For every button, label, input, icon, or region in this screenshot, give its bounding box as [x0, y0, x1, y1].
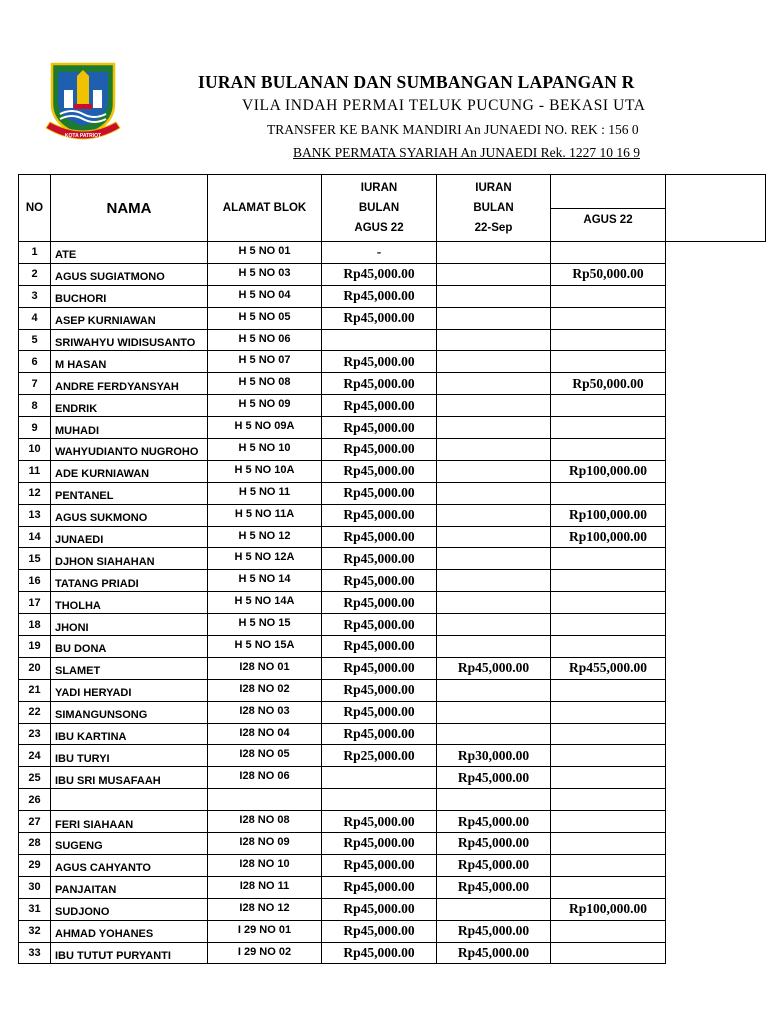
table-row [19, 942, 766, 964]
row-name: IBU KARTINA [51, 723, 208, 745]
row-number: 5 [19, 329, 51, 351]
row-iuran-agus: Rp45,000.00 [322, 526, 437, 548]
row-block: H 5 NO 12A [208, 548, 322, 570]
row-name: SUDJONO [51, 898, 208, 920]
row-iuran-agus: Rp45,000.00 [322, 942, 437, 964]
row-sumbangan [551, 876, 666, 898]
table-row [19, 482, 766, 504]
row-iuran-agus: Rp45,000.00 [322, 263, 437, 285]
row-number: 11 [19, 460, 51, 482]
row-number: 30 [19, 876, 51, 898]
document-title: IURAN BULANAN DAN SUMBANGAN LAPANGAN R [198, 72, 635, 92]
row-block: I28 NO 09 [208, 833, 322, 855]
row-iuran-sep: Rp45,000.00 [437, 657, 551, 679]
offscreen-cell [666, 307, 766, 329]
row-sumbangan [551, 789, 666, 811]
offscreen-cell [666, 854, 766, 876]
row-name: IBU TUTUT PURYANTI [51, 942, 208, 964]
table-row [19, 307, 766, 329]
row-iuran-sep [437, 548, 551, 570]
row-iuran-agus: Rp45,000.00 [322, 417, 437, 439]
row-block: I28 NO 11 [208, 876, 322, 898]
row-block: I28 NO 06 [208, 767, 322, 789]
row-block: I28 NO 10 [208, 854, 322, 876]
offscreen-cell [666, 395, 766, 417]
table-row [19, 242, 766, 264]
offscreen-cell [666, 482, 766, 504]
row-iuran-agus: Rp45,000.00 [322, 373, 437, 395]
row-sumbangan [551, 351, 666, 373]
row-name: ATE [51, 242, 208, 264]
row-iuran-agus: Rp45,000.00 [322, 439, 437, 461]
row-iuran-sep: Rp45,000.00 [437, 811, 551, 833]
row-sumbangan [551, 767, 666, 789]
row-sumbangan [551, 723, 666, 745]
row-sumbangan [551, 592, 666, 614]
row-sumbangan: Rp50,000.00 [551, 373, 666, 395]
row-iuran-sep [437, 570, 551, 592]
col-iuran-agus [322, 175, 437, 242]
row-block: H 5 NO 09A [208, 417, 322, 439]
row-block: I28 NO 05 [208, 745, 322, 767]
row-iuran-agus: Rp45,000.00 [322, 395, 437, 417]
col-iuran-sep [437, 175, 551, 242]
header-line: AGUS 22 [583, 213, 633, 226]
row-name: SUGENG [51, 833, 208, 855]
row-iuran-agus: Rp45,000.00 [322, 876, 437, 898]
row-sumbangan [551, 942, 666, 964]
row-iuran-sep [437, 636, 551, 658]
row-number: 29 [19, 854, 51, 876]
row-number: 23 [19, 723, 51, 745]
row-name: AGUS SUKMONO [51, 504, 208, 526]
row-iuran-sep [437, 679, 551, 701]
row-block: I28 NO 12 [208, 898, 322, 920]
header-line: BULAN [358, 202, 400, 214]
table-row [19, 504, 766, 526]
row-name: PENTANEL [51, 482, 208, 504]
row-iuran-agus: Rp45,000.00 [322, 898, 437, 920]
row-block: H 5 NO 15A [208, 636, 322, 658]
offscreen-cell [666, 242, 766, 264]
table-row [19, 614, 766, 636]
row-iuran-agus: Rp45,000.00 [322, 614, 437, 636]
row-name: AGUS SUGIATMONO [51, 263, 208, 285]
table-row [19, 263, 766, 285]
header-line: AGUS 22 [354, 222, 404, 234]
row-name: SLAMET [51, 657, 208, 679]
row-number: 13 [19, 504, 51, 526]
row-block: I 29 NO 02 [208, 942, 322, 964]
offscreen-column [666, 175, 766, 242]
row-iuran-sep [437, 898, 551, 920]
offscreen-cell [666, 657, 766, 679]
row-iuran-sep: Rp30,000.00 [437, 745, 551, 767]
row-number: 31 [19, 898, 51, 920]
offscreen-cell [666, 745, 766, 767]
row-block: I 29 NO 01 [208, 920, 322, 942]
col-sumbangan [551, 175, 666, 242]
row-iuran-sep [437, 439, 551, 461]
offscreen-cell [666, 417, 766, 439]
row-sumbangan [551, 833, 666, 855]
row-name: IBU TURYI [51, 745, 208, 767]
table-row [19, 679, 766, 701]
table-row [19, 833, 766, 855]
row-number: 8 [19, 395, 51, 417]
row-number: 1 [19, 242, 51, 264]
offscreen-cell [666, 614, 766, 636]
offscreen-cell [666, 548, 766, 570]
row-name: AGUS CAHYANTO [51, 854, 208, 876]
row-sumbangan [551, 395, 666, 417]
row-iuran-sep [437, 373, 551, 395]
offscreen-cell [666, 351, 766, 373]
row-name: AHMAD YOHANES [51, 920, 208, 942]
row-name: JUNAEDI [51, 526, 208, 548]
row-number: 33 [19, 942, 51, 964]
row-iuran-agus: Rp45,000.00 [322, 723, 437, 745]
row-block: I28 NO 08 [208, 811, 322, 833]
offscreen-cell [666, 789, 766, 811]
row-name [51, 789, 208, 811]
offscreen-cell [666, 833, 766, 855]
row-iuran-sep [437, 592, 551, 614]
table-row [19, 876, 766, 898]
table-row [19, 548, 766, 570]
table-row [19, 460, 766, 482]
col-alamat: ALAMAT BLOK [208, 175, 322, 242]
row-name: JHONI [51, 614, 208, 636]
row-sumbangan [551, 920, 666, 942]
offscreen-cell [666, 723, 766, 745]
table-row [19, 789, 766, 811]
row-block: H 5 NO 14A [208, 592, 322, 614]
row-iuran-sep [437, 701, 551, 723]
row-iuran-sep [437, 504, 551, 526]
row-iuran-agus: Rp45,000.00 [322, 482, 437, 504]
row-iuran-sep: Rp45,000.00 [437, 833, 551, 855]
row-number: 27 [19, 811, 51, 833]
col-no: NO [19, 175, 51, 242]
offscreen-cell [666, 942, 766, 964]
row-block: I28 NO 01 [208, 657, 322, 679]
row-block [208, 789, 322, 811]
row-iuran-sep [437, 526, 551, 548]
row-name: IBU SRI MUSAFAAH [51, 767, 208, 789]
row-iuran-sep [437, 417, 551, 439]
row-name: FERI SIAHAAN [51, 811, 208, 833]
row-name: M HASAN [51, 351, 208, 373]
row-iuran-agus: Rp45,000.00 [322, 592, 437, 614]
table-row [19, 723, 766, 745]
row-block: H 5 NO 07 [208, 351, 322, 373]
row-number: 16 [19, 570, 51, 592]
transfer-info: TRANSFER KE BANK MANDIRI An JUNAEDI NO. REK : 156 0 [267, 122, 639, 137]
row-name: BU DONA [51, 636, 208, 658]
row-sumbangan [551, 329, 666, 351]
table-row [19, 898, 766, 920]
row-number: 22 [19, 701, 51, 723]
row-number: 14 [19, 526, 51, 548]
row-block: H 5 NO 01 [208, 242, 322, 264]
row-block: H 5 NO 10 [208, 439, 322, 461]
table-row [19, 570, 766, 592]
offscreen-cell [666, 460, 766, 482]
row-iuran-agus: Rp45,000.00 [322, 811, 437, 833]
row-iuran-sep: Rp45,000.00 [437, 767, 551, 789]
row-iuran-sep [437, 242, 551, 264]
row-block: H 5 NO 08 [208, 373, 322, 395]
row-sumbangan [551, 439, 666, 461]
offscreen-cell [666, 898, 766, 920]
offscreen-cell [666, 285, 766, 307]
header-line: IURAN [475, 182, 512, 194]
row-number: 21 [19, 679, 51, 701]
row-iuran-sep: Rp45,000.00 [437, 942, 551, 964]
row-block: H 5 NO 14 [208, 570, 322, 592]
table-row [19, 854, 766, 876]
row-iuran-sep: Rp45,000.00 [437, 920, 551, 942]
row-iuran-sep [437, 329, 551, 351]
row-block: I28 NO 04 [208, 723, 322, 745]
row-number: 19 [19, 636, 51, 658]
row-block: H 5 NO 15 [208, 614, 322, 636]
offscreen-cell [666, 439, 766, 461]
row-name: ANDRE FERDYANSYAH [51, 373, 208, 395]
row-block: H 5 NO 04 [208, 285, 322, 307]
table-row [19, 329, 766, 351]
row-iuran-agus: Rp45,000.00 [322, 504, 437, 526]
offscreen-cell [666, 811, 766, 833]
row-iuran-agus: - [322, 242, 437, 264]
row-name: ENDRIK [51, 395, 208, 417]
row-number: 28 [19, 833, 51, 855]
row-iuran-sep [437, 482, 551, 504]
table-row [19, 592, 766, 614]
table-row [19, 701, 766, 723]
row-iuran-sep [437, 351, 551, 373]
row-name: WAHYUDIANTO NUGROHO [51, 439, 208, 461]
row-sumbangan: Rp100,000.00 [551, 898, 666, 920]
row-iuran-sep [437, 614, 551, 636]
row-sumbangan [551, 482, 666, 504]
row-number: 10 [19, 439, 51, 461]
row-iuran-sep [437, 723, 551, 745]
row-sumbangan: Rp100,000.00 [551, 460, 666, 482]
row-number: 18 [19, 614, 51, 636]
row-iuran-agus: Rp45,000.00 [322, 285, 437, 307]
offscreen-cell [666, 526, 766, 548]
row-iuran-sep: Rp45,000.00 [437, 876, 551, 898]
row-name: ADE KURNIAWAN [51, 460, 208, 482]
row-iuran-agus: Rp25,000.00 [322, 745, 437, 767]
row-sumbangan [551, 307, 666, 329]
header-row [19, 175, 766, 242]
bank-info: BANK PERMATA SYARIAH An JUNAEDI Rek. 1227 10 16 9 [293, 145, 640, 160]
row-iuran-sep [437, 285, 551, 307]
table-row [19, 920, 766, 942]
offscreen-cell [666, 636, 766, 658]
row-iuran-agus: Rp45,000.00 [322, 460, 437, 482]
row-block: H 5 NO 09 [208, 395, 322, 417]
row-number: 6 [19, 351, 51, 373]
row-sumbangan [551, 811, 666, 833]
offscreen-cell [666, 679, 766, 701]
row-sumbangan [551, 745, 666, 767]
spreadsheet [18, 174, 768, 974]
table-row [19, 745, 766, 767]
row-iuran-agus: Rp45,000.00 [322, 548, 437, 570]
table-row [19, 395, 766, 417]
row-sumbangan [551, 854, 666, 876]
row-number: 7 [19, 373, 51, 395]
row-block: H 5 NO 11A [208, 504, 322, 526]
row-name: DJHON SIAHAHAN [51, 548, 208, 570]
row-number: 3 [19, 285, 51, 307]
table-row [19, 657, 766, 679]
row-sumbangan [551, 417, 666, 439]
row-iuran-agus: Rp45,000.00 [322, 570, 437, 592]
col-nama: NAMA [51, 175, 208, 242]
row-block: H 5 NO 12 [208, 526, 322, 548]
offscreen-cell [666, 504, 766, 526]
row-block: H 5 NO 10A [208, 460, 322, 482]
offscreen-cell [666, 329, 766, 351]
table-row [19, 526, 766, 548]
row-sumbangan [551, 285, 666, 307]
row-sumbangan [551, 679, 666, 701]
row-block: H 5 NO 11 [208, 482, 322, 504]
offscreen-cell [666, 263, 766, 285]
row-iuran-agus [322, 767, 437, 789]
table-row [19, 439, 766, 461]
row-name: BUCHORI [51, 285, 208, 307]
row-name: SIMANGUNSONG [51, 701, 208, 723]
row-sumbangan [551, 701, 666, 723]
offscreen-cell [666, 920, 766, 942]
table-row [19, 636, 766, 658]
row-block: I28 NO 02 [208, 679, 322, 701]
row-number: 2 [19, 263, 51, 285]
row-number: 17 [19, 592, 51, 614]
table-row [19, 285, 766, 307]
table-row [19, 351, 766, 373]
row-iuran-agus [322, 789, 437, 811]
row-block: H 5 NO 03 [208, 263, 322, 285]
row-sumbangan: Rp455,000.00 [551, 657, 666, 679]
row-iuran-agus: Rp45,000.00 [322, 657, 437, 679]
row-iuran-agus: Rp45,000.00 [322, 351, 437, 373]
row-number: 25 [19, 767, 51, 789]
row-number: 9 [19, 417, 51, 439]
row-sumbangan [551, 614, 666, 636]
row-name: MUHADI [51, 417, 208, 439]
row-sumbangan [551, 242, 666, 264]
row-number: 20 [19, 657, 51, 679]
row-iuran-agus: Rp45,000.00 [322, 920, 437, 942]
row-iuran-agus: Rp45,000.00 [322, 701, 437, 723]
dues-table [18, 174, 766, 964]
row-name: YADI HERYADI [51, 679, 208, 701]
row-iuran-sep [437, 395, 551, 417]
row-iuran-agus [322, 329, 437, 351]
row-block: H 5 NO 06 [208, 329, 322, 351]
header-line: 22-Sep [474, 222, 513, 234]
row-number: 32 [19, 920, 51, 942]
row-sumbangan: Rp50,000.00 [551, 263, 666, 285]
row-sumbangan [551, 570, 666, 592]
row-number: 12 [19, 482, 51, 504]
row-block: H 5 NO 05 [208, 307, 322, 329]
row-sumbangan [551, 636, 666, 658]
offscreen-cell [666, 767, 766, 789]
table-row [19, 417, 766, 439]
row-number: 26 [19, 789, 51, 811]
row-iuran-sep [437, 263, 551, 285]
row-iuran-agus: Rp45,000.00 [322, 636, 437, 658]
row-iuran-sep [437, 307, 551, 329]
svg-text:KOTA PATRIOT: KOTA PATRIOT [64, 133, 102, 139]
offscreen-cell [666, 701, 766, 723]
row-iuran-agus: Rp45,000.00 [322, 854, 437, 876]
offscreen-cell [666, 876, 766, 898]
row-number: 4 [19, 307, 51, 329]
row-name: TATANG PRIADI [51, 570, 208, 592]
row-iuran-sep [437, 789, 551, 811]
document-subtitle: VILA INDAH PERMAI TELUK PUCUNG - BEKASI UTA [242, 97, 646, 114]
table-row [19, 811, 766, 833]
table-row [19, 373, 766, 395]
row-iuran-agus: Rp45,000.00 [322, 833, 437, 855]
row-block: I28 NO 03 [208, 701, 322, 723]
header-line [551, 186, 665, 209]
city-crest-logo [44, 60, 122, 144]
row-name: PANJAITAN [51, 876, 208, 898]
row-name: THOLHA [51, 592, 208, 614]
table-row [19, 767, 766, 789]
row-sumbangan: Rp100,000.00 [551, 504, 666, 526]
offscreen-cell [666, 592, 766, 614]
header-line: IURAN [360, 182, 398, 194]
row-number: 24 [19, 745, 51, 767]
row-iuran-agus: Rp45,000.00 [322, 679, 437, 701]
header-line: BULAN [473, 202, 514, 214]
offscreen-cell [666, 570, 766, 592]
row-sumbangan: Rp100,000.00 [551, 526, 666, 548]
row-iuran-sep [437, 460, 551, 482]
row-iuran-agus: Rp45,000.00 [322, 307, 437, 329]
row-iuran-sep: Rp45,000.00 [437, 854, 551, 876]
row-sumbangan [551, 548, 666, 570]
row-name: ASEP KURNIAWAN [51, 307, 208, 329]
row-name: SRIWAHYU WIDISUSANTO [51, 329, 208, 351]
offscreen-cell [666, 373, 766, 395]
row-number: 15 [19, 548, 51, 570]
